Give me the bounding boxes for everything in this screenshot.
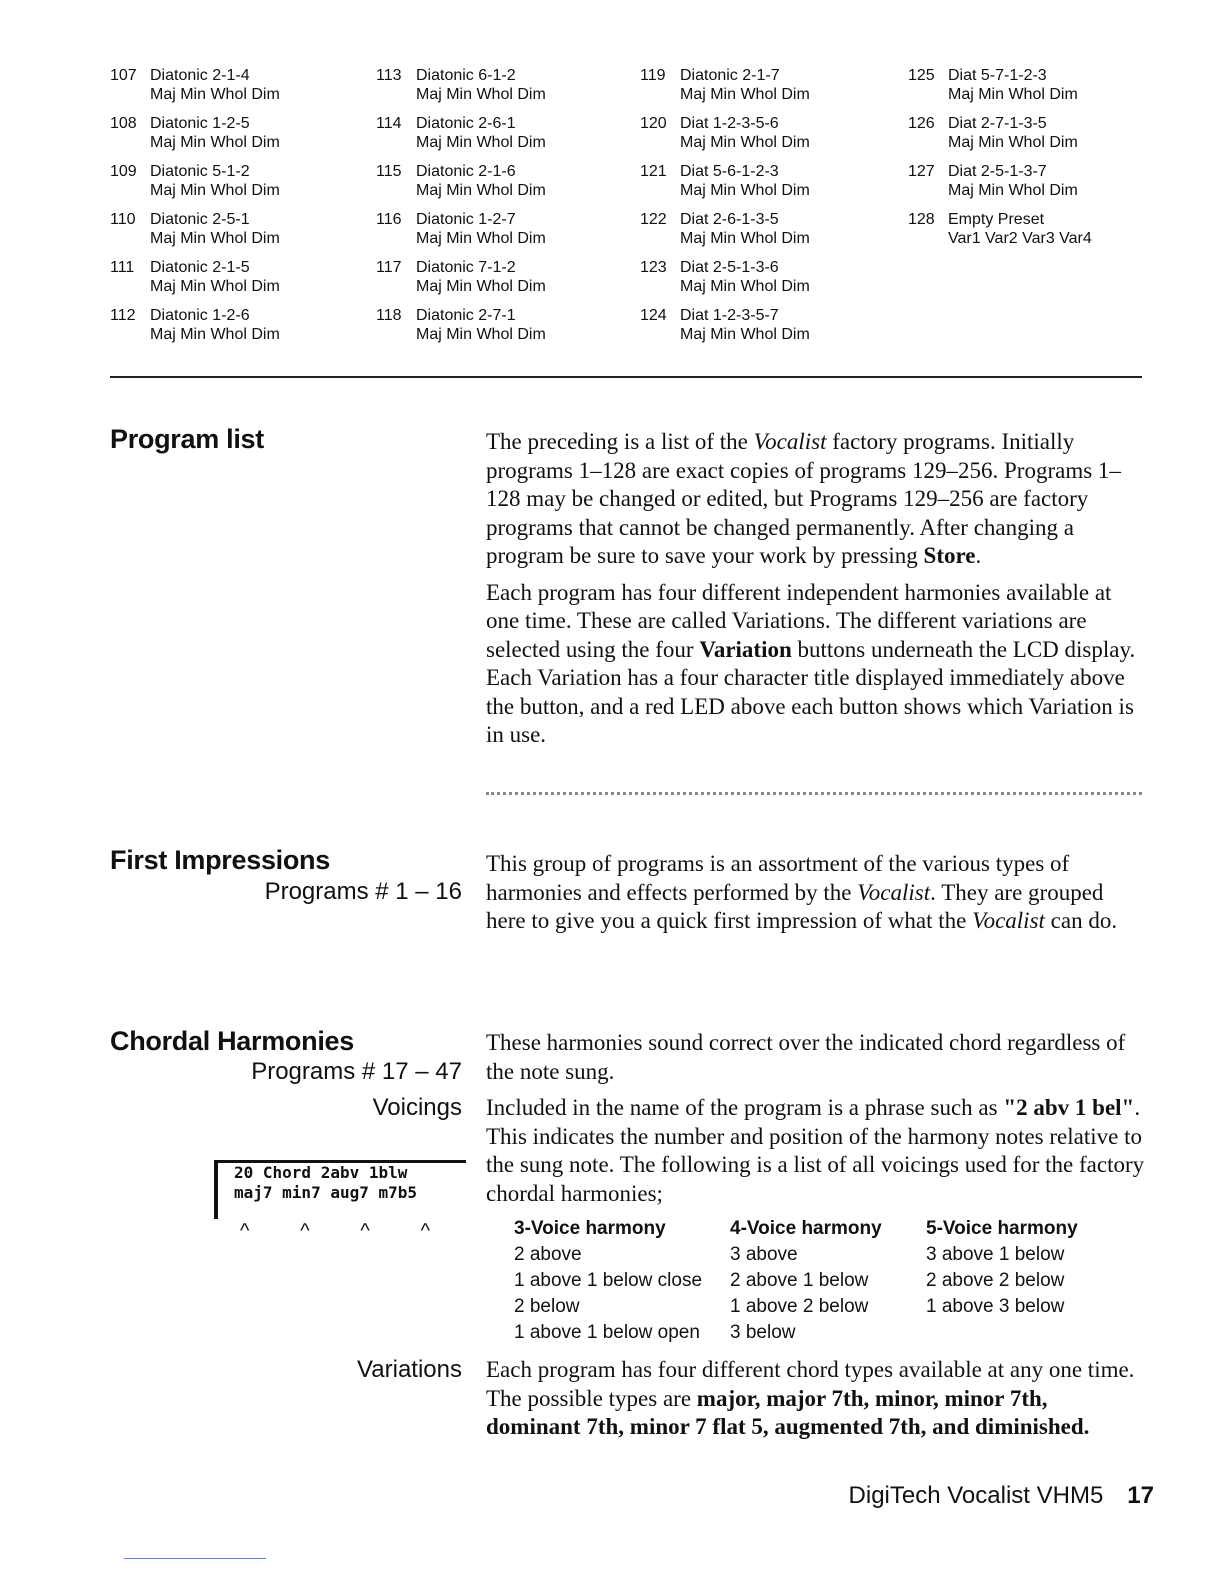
preset-entry <box>640 114 810 152</box>
preset-entry <box>110 114 280 152</box>
preset-variations: Maj Min Whol Dim <box>416 182 546 199</box>
preset-name: Diat 2-5-1-3-7 <box>948 163 1047 180</box>
preset-variations: Maj Min Whol Dim <box>416 278 546 295</box>
arrow-up-icon: ^ <box>240 1220 250 1242</box>
chordal-programs: Programs # 17 – 47 <box>251 1058 462 1085</box>
preset-column-3 <box>640 66 810 354</box>
preset-name: Diatonic 6-1-2 <box>416 67 516 84</box>
preset-number: 124 <box>640 307 667 324</box>
preset-variations: Maj Min Whol Dim <box>680 326 810 343</box>
voicing-cell: 2 below <box>514 1296 580 1317</box>
preset-number: 118 <box>376 307 402 324</box>
preset-name: Diatonic 5-1-2 <box>150 163 250 180</box>
preset-number: 109 <box>110 163 137 180</box>
voicing-cell: 3 below <box>730 1322 796 1343</box>
voicing-header: 3-Voice harmony <box>514 1218 666 1239</box>
preset-entry <box>110 258 280 296</box>
chordal-heading: Chordal Harmonies <box>110 1026 354 1056</box>
preset-number: 128 <box>908 211 935 228</box>
preset-entry <box>908 114 1092 152</box>
preset-name: Diat 1-2-3-5-7 <box>680 307 779 324</box>
preset-entry <box>640 210 810 248</box>
preset-entry <box>376 114 546 152</box>
preset-entry <box>908 66 1092 104</box>
first-impressions-programs: Programs # 1 – 16 <box>264 878 462 905</box>
preset-name: Diatonic 2-5-1 <box>150 211 250 228</box>
preset-entry <box>110 162 280 200</box>
preset-number: 120 <box>640 115 667 132</box>
preset-number: 123 <box>640 259 667 276</box>
preset-variations: Maj Min Whol Dim <box>150 134 280 151</box>
voicing-header: 5-Voice harmony <box>926 1218 1078 1239</box>
preset-number: 108 <box>110 115 137 132</box>
voicing-cell: 2 above 2 below <box>926 1270 1065 1291</box>
preset-name: Diatonic 1-2-6 <box>150 307 250 324</box>
preset-name: Diatonic 7-1-2 <box>416 259 516 276</box>
variations-body: Each program has four different chord types available at any one time. The possible types are major, major 7th, minor, minor 7th, dominant 7th, minor 7 flat 5, augmented 7th, and diminished. <box>486 1357 1135 1439</box>
voicing-cell: 3 above 1 below <box>926 1244 1065 1265</box>
preset-number: 113 <box>376 67 402 84</box>
preset-variations: Maj Min Whol Dim <box>150 182 280 199</box>
voicing-cell: 1 above 1 below close <box>514 1270 703 1291</box>
page-number: 17 <box>1127 1482 1154 1509</box>
preset-entry <box>110 210 280 248</box>
preset-number: 127 <box>908 163 935 180</box>
preset-name: Diat 2-6-1-3-5 <box>680 211 779 228</box>
program-list-body <box>486 428 1146 758</box>
preset-number: 110 <box>110 211 136 228</box>
preset-name: Diatonic 2-1-4 <box>150 67 250 84</box>
preset-variations: Maj Min Whol Dim <box>150 86 280 103</box>
lcd-display-example <box>214 1160 466 1219</box>
program-list-paragraph-2: Each program has four different independent harmonies available at one time. These are called Variations. The different variations are selected using the four Variation buttons underneath the LCD display. Each Variation has a four character title displayed immediately above the button, and a red LED above each button shows which Variation is in use. <box>486 579 1136 747</box>
preset-variations: Maj Min Whol Dim <box>680 278 810 295</box>
lcd-line-1: 20 Chord 2abv 1blw <box>234 1163 408 1182</box>
preset-variations: Maj Min Whol Dim <box>150 278 280 295</box>
preset-number: 114 <box>376 115 402 132</box>
preset-entry <box>640 258 810 296</box>
preset-entry <box>640 66 810 104</box>
preset-number: 126 <box>908 115 935 132</box>
preset-variations: Maj Min Whol Dim <box>416 86 546 103</box>
voicing-cell: 2 above <box>514 1244 582 1265</box>
voicing-cell <box>926 1320 1094 1346</box>
preset-entry <box>640 306 810 344</box>
preset-variations: Maj Min Whol Dim <box>680 134 810 151</box>
voicings-body: Included in the name of the program is a phrase such as "2 abv 1 bel". This indicates the number and position of the harmony notes relative to the sung note. The following is a list of all voicings used for the factory chordal harmonies; <box>486 1095 1145 1206</box>
program-list-heading: Program list <box>110 424 264 454</box>
preset-column-1 <box>110 66 280 354</box>
preset-variations: Maj Min Whol Dim <box>416 230 546 247</box>
dotted-divider <box>486 792 1142 795</box>
first-impressions-heading: First Impressions <box>110 845 330 875</box>
preset-variations: Maj Min Whol Dim <box>680 86 810 103</box>
preset-name: Diatonic 2-6-1 <box>416 115 516 132</box>
preset-name: Diatonic 2-1-7 <box>680 67 780 84</box>
preset-number: 111 <box>110 259 135 276</box>
preset-entry <box>908 210 1092 248</box>
preset-number: 122 <box>640 211 667 228</box>
preset-name: Diat 2-7-1-3-5 <box>948 115 1047 132</box>
voicings-table <box>514 1216 1094 1346</box>
preset-name: Diatonic 1-2-5 <box>150 115 250 132</box>
scan-artifact-line <box>124 1558 266 1559</box>
chordal-intro: These harmonies sound correct over the indicated chord regardless of the note sung. <box>486 1030 1126 1084</box>
preset-number: 121 <box>640 163 667 180</box>
preset-name: Diatonic 2-1-6 <box>416 163 516 180</box>
voicing-cell: 1 above 1 below open <box>514 1322 700 1343</box>
voicing-cell: 1 above 3 below <box>926 1296 1065 1317</box>
preset-variations: Maj Min Whol Dim <box>416 134 546 151</box>
arrow-up-icon: ^ <box>360 1220 370 1242</box>
preset-variations: Var1 Var2 Var3 Var4 <box>948 230 1092 247</box>
preset-name: Empty Preset <box>948 211 1045 228</box>
preset-entry <box>376 66 546 104</box>
preset-column-2 <box>376 66 546 354</box>
preset-variations: Maj Min Whol Dim <box>680 230 810 247</box>
preset-variations: Maj Min Whol Dim <box>416 326 546 343</box>
preset-variations: Maj Min Whol Dim <box>948 134 1078 151</box>
lcd-line-2: maj7 min7 aug7 m7b5 <box>234 1183 418 1202</box>
voicings-label: Voicings <box>372 1094 462 1121</box>
preset-name: Diat 2-5-1-3-6 <box>680 259 779 276</box>
voicing-cell: 2 above 1 below <box>730 1270 869 1291</box>
preset-number: 117 <box>376 259 402 276</box>
preset-entry <box>110 66 280 104</box>
preset-entry <box>908 162 1092 200</box>
preset-number: 107 <box>110 67 137 84</box>
preset-variations: Maj Min Whol Dim <box>150 230 280 247</box>
preset-number: 125 <box>908 67 935 84</box>
preset-entry <box>376 258 546 296</box>
preset-variations: Maj Min Whol Dim <box>150 326 280 343</box>
preset-name: Diatonic 2-7-1 <box>416 307 516 324</box>
preset-name: Diatonic 2-1-5 <box>150 259 250 276</box>
page-footer <box>849 1482 1154 1510</box>
preset-name: Diat 1-2-3-5-6 <box>680 115 779 132</box>
preset-number: 119 <box>640 67 666 84</box>
voicing-cell: 1 above 2 below <box>730 1296 869 1317</box>
preset-name: Diat 5-6-1-2-3 <box>680 163 779 180</box>
preset-entry <box>376 162 546 200</box>
preset-entry <box>110 306 280 344</box>
preset-name: Diat 5-7-1-2-3 <box>948 67 1047 84</box>
preset-number: 116 <box>376 211 402 228</box>
voicing-header: 4-Voice harmony <box>730 1218 882 1239</box>
preset-entry <box>640 162 810 200</box>
preset-variations: Maj Min Whol Dim <box>948 182 1078 199</box>
preset-column-4 <box>908 66 1092 258</box>
arrow-up-icon: ^ <box>300 1220 310 1242</box>
preset-variations: Maj Min Whol Dim <box>680 182 810 199</box>
variations-label: Variations <box>357 1356 462 1383</box>
arrow-up-icon: ^ <box>420 1220 430 1242</box>
preset-name: Diatonic 1-2-7 <box>416 211 516 228</box>
first-impressions-body: This group of programs is an assortment of the various types of harmonies and effects performed by the Vocalist. They are grouped here to give you a quick first impression of what the Vocalist can do. <box>486 851 1118 933</box>
manual-title: DigiTech Vocalist VHM5 <box>848 1482 1104 1509</box>
section-divider <box>110 376 1142 378</box>
preset-number: 112 <box>110 307 136 324</box>
preset-variations: Maj Min Whol Dim <box>948 86 1078 103</box>
variation-arrows <box>240 1220 430 1243</box>
program-list-paragraph-1: The preceding is a list of the Vocalist factory programs. Initially programs 1–128 are exact copies of programs 129–256. Programs 1–128 may be changed or edited, but Programs 129–256 are factory programs that cannot be changed permanently. After changing a program be sure to save your work by pressing Store. <box>486 429 1121 568</box>
preset-entry <box>376 210 546 248</box>
preset-number: 115 <box>376 163 402 180</box>
voicing-cell: 3 above <box>730 1244 798 1265</box>
preset-entry <box>376 306 546 344</box>
